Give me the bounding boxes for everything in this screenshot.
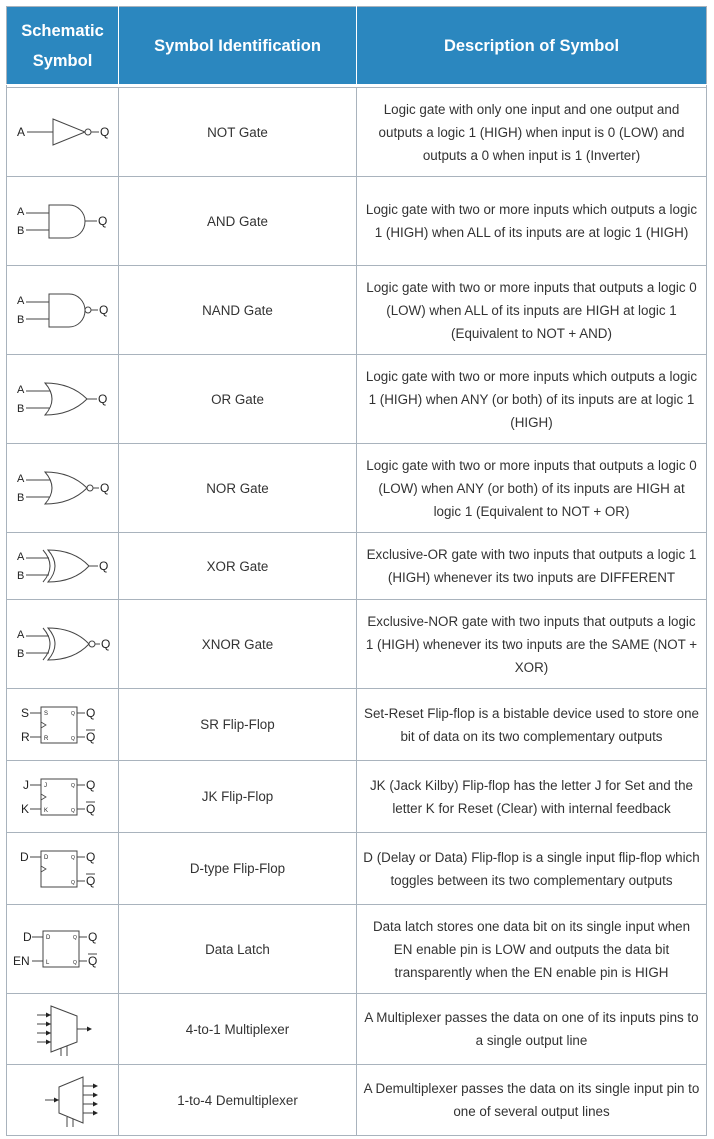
header-symbol-identification: Symbol Identification [119, 7, 357, 85]
svg-text:A: A [17, 206, 25, 218]
header-schematic-symbol [7, 7, 119, 85]
svg-text:Q: Q [71, 782, 75, 789]
table-row [7, 994, 707, 1065]
svg-text:Q: Q [100, 481, 110, 495]
table-header-row [7, 7, 707, 85]
d-flip-flop-icon [13, 847, 113, 891]
jk-flip-flop-icon [13, 775, 113, 819]
symbol-description: Data latch stores one data bit on its single input when EN enable pin is LOW and outputs the data bit transparently when the EN enable pin is HIGH [357, 905, 707, 994]
symbol-description: JK (Jack Kilby) Flip-flop has the letter J for Set and the letter K for Reset (Clear) with internal feedback [357, 761, 707, 833]
symbol-name: XNOR Gate [119, 600, 357, 689]
svg-text:B: B [17, 225, 25, 237]
multiplexer-icon [13, 1002, 113, 1056]
table-row [7, 905, 707, 994]
symbol-description: Set-Reset Flip-flop is a bistable device used to store one bit of data on its two complementary outputs [357, 689, 707, 761]
and-gate-icon [13, 201, 113, 241]
svg-text:D: D [46, 935, 51, 941]
symbol-description: Logic gate with two or more inputs which outputs a logic 1 (HIGH) when ANY (or both) of its inputs are at logic 1 (HIGH) [357, 355, 707, 444]
symbol-description: Logic gate with two or more inputs that outputs a logic 0 (LOW) when ANY (or both) of its inputs are HIGH at logic 1 (Equivalent to NOT + OR) [357, 444, 707, 533]
svg-text:A: A [17, 551, 25, 563]
svg-text:Q: Q [73, 935, 77, 941]
symbol-name: NOT Gate [119, 88, 357, 177]
svg-text:J: J [44, 782, 47, 789]
demultiplexer-icon [13, 1073, 113, 1127]
symbol-name: 4-to-1 Multiplexer [119, 994, 357, 1065]
svg-text:A: A [17, 629, 25, 641]
table-row [7, 177, 707, 266]
svg-text:Q: Q [86, 705, 96, 720]
table-row [7, 689, 707, 761]
symbol-cell [7, 533, 119, 600]
symbol-name: NAND Gate [119, 266, 357, 355]
svg-text:B: B [17, 648, 25, 660]
symbol-name: D-type Flip-Flop [119, 833, 357, 905]
svg-text:D: D [44, 854, 49, 861]
symbol-name: SR Flip-Flop [119, 689, 357, 761]
svg-text:Q: Q [99, 303, 109, 317]
svg-text:Q: Q [98, 392, 108, 406]
not-gate-icon [13, 112, 113, 152]
svg-text:Q: Q [71, 879, 75, 886]
symbol-cell [7, 600, 119, 689]
svg-text:B: B [17, 492, 25, 504]
svg-text:Q: Q [86, 801, 96, 816]
symbol-name: Data Latch [119, 905, 357, 994]
symbol-name: XOR Gate [119, 533, 357, 600]
xor-gate-icon [13, 546, 113, 586]
or-gate-icon [13, 379, 113, 419]
symbol-description: Logic gate with only one input and one output and outputs a logic 1 (HIGH) when input is 0 (LOW) and outputs a 0 when input is 1 (Inverter) [357, 88, 707, 177]
svg-text:K: K [21, 801, 30, 816]
svg-text:K: K [44, 807, 49, 814]
svg-text:B: B [17, 570, 25, 582]
symbol-name: NOR Gate [119, 444, 357, 533]
svg-text:Q: Q [86, 777, 96, 792]
symbol-cell [7, 689, 119, 761]
svg-text:D: D [23, 930, 32, 944]
symbol-cell [7, 88, 119, 177]
table-row [7, 1065, 707, 1136]
symbol-cell [7, 355, 119, 444]
nand-gate-icon [13, 290, 113, 330]
svg-text:Q: Q [98, 214, 108, 228]
svg-text:A: A [17, 295, 25, 307]
table-row [7, 761, 707, 833]
symbol-cell [7, 994, 119, 1065]
symbol-cell [7, 177, 119, 266]
table-row [7, 533, 707, 600]
table-row [7, 444, 707, 533]
symbol-name: 1-to-4 Demultiplexer [119, 1065, 357, 1136]
symbol-name: JK Flip-Flop [119, 761, 357, 833]
svg-text:Q: Q [71, 854, 75, 861]
symbol-cell [7, 266, 119, 355]
svg-text:S: S [44, 710, 49, 717]
svg-text:A: A [17, 125, 26, 139]
table-row [7, 88, 707, 177]
svg-text:Q: Q [88, 954, 98, 968]
table-row [7, 600, 707, 689]
svg-text:B: B [17, 403, 25, 415]
sr-flip-flop-icon [13, 703, 113, 747]
svg-text:Q: Q [71, 735, 75, 742]
nor-gate-icon [13, 468, 113, 508]
svg-text:R: R [44, 735, 49, 742]
symbol-description: Exclusive-NOR gate with two inputs that outputs a logic 1 (HIGH) whenever its two inputs are the SAME (NOT + XOR) [357, 600, 707, 689]
table-row [7, 266, 707, 355]
symbol-cell [7, 833, 119, 905]
svg-text:D: D [20, 849, 29, 864]
symbol-description: Logic gate with two or more inputs which outputs a logic 1 (HIGH) when ALL of its inputs are at logic 1 (HIGH) [357, 177, 707, 266]
symbol-cell [7, 905, 119, 994]
symbol-description: A Multiplexer passes the data on one of its inputs pins to a single output line [357, 994, 707, 1065]
svg-text:Q: Q [88, 930, 98, 944]
header-symbol-line2: Symbol [32, 51, 93, 70]
svg-text:Q: Q [71, 710, 75, 717]
table-row [7, 355, 707, 444]
xnor-gate-icon [13, 624, 113, 664]
svg-text:Q: Q [86, 849, 96, 864]
symbol-description: Exclusive-OR gate with two inputs that outputs a logic 1 (HIGH) whenever its two inputs are DIFFERENT [357, 533, 707, 600]
svg-text:S: S [21, 705, 30, 720]
svg-text:Q: Q [73, 960, 77, 966]
svg-text:Q: Q [86, 873, 96, 888]
data-latch-icon [13, 927, 113, 971]
svg-text:Q: Q [86, 729, 96, 744]
symbol-name: AND Gate [119, 177, 357, 266]
logic-symbols-table [6, 6, 707, 1136]
symbol-cell [7, 444, 119, 533]
svg-text:Q: Q [101, 637, 111, 651]
symbol-description: A Demultiplexer passes the data on its single input pin to one of several output lines [357, 1065, 707, 1136]
svg-text:B: B [17, 314, 25, 326]
svg-text:R: R [21, 729, 30, 744]
svg-text:J: J [23, 777, 29, 792]
svg-text:Q: Q [71, 807, 75, 814]
svg-text:Q: Q [100, 125, 110, 139]
header-symbol-line1: Schematic [21, 21, 104, 40]
svg-text:EN: EN [13, 954, 30, 968]
header-description: Description of Symbol [357, 7, 707, 85]
svg-text:Q: Q [99, 559, 109, 573]
symbol-cell [7, 761, 119, 833]
svg-text:A: A [17, 473, 25, 485]
symbol-name: OR Gate [119, 355, 357, 444]
svg-text:L: L [46, 960, 50, 966]
symbol-description: D (Delay or Data) Flip-flop is a single input flip-flop which toggles between its two complementary outputs [357, 833, 707, 905]
table-row [7, 833, 707, 905]
symbol-cell [7, 1065, 119, 1136]
symbol-description: Logic gate with two or more inputs that outputs a logic 0 (LOW) when ALL of its inputs are HIGH at logic 1 (Equivalent to NOT + AND) [357, 266, 707, 355]
svg-text:A: A [17, 384, 25, 396]
